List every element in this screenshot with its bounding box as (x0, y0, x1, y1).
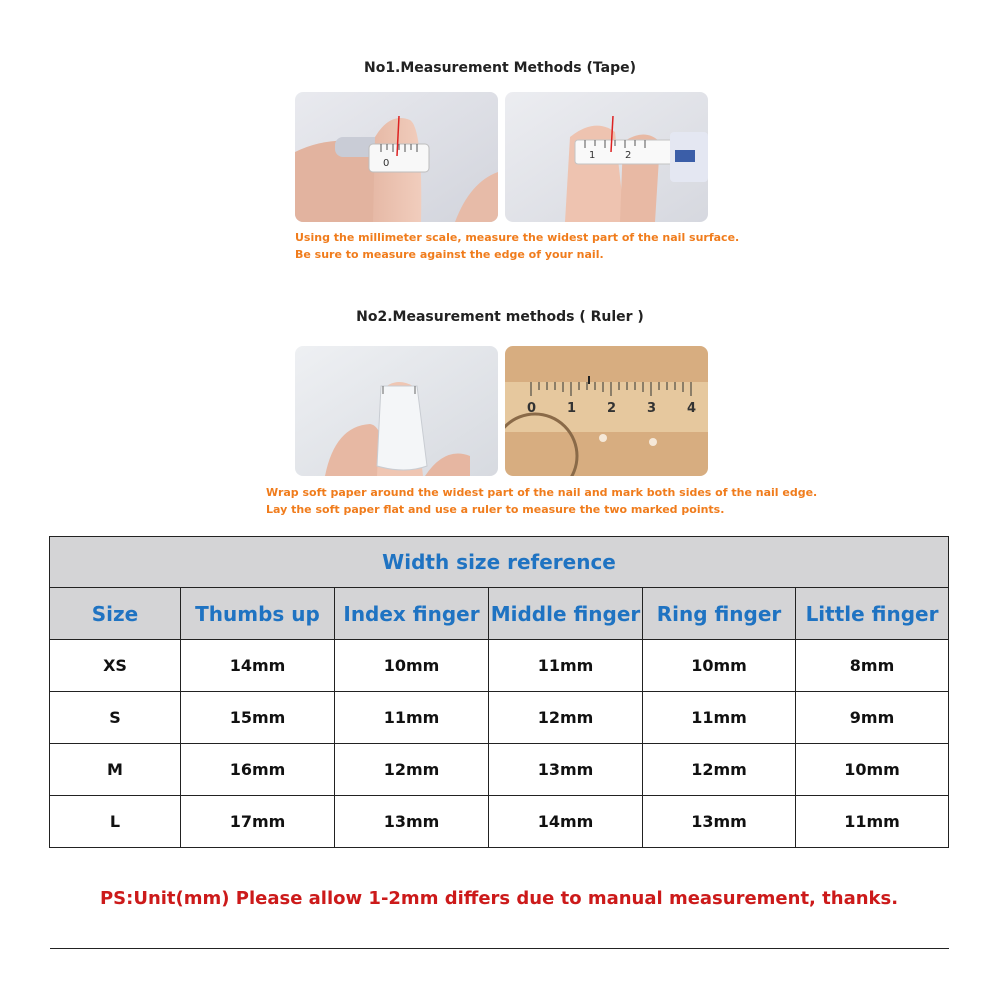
ruler-mark-2: 2 (607, 401, 617, 416)
cell-size: S (50, 692, 181, 744)
table-row (50, 796, 949, 848)
measurement-note: PS:Unit(mm) Please allow 1-2mm differs due to manual measurement, thanks. (50, 848, 949, 949)
cell-middle: 12mm (489, 692, 643, 744)
cell-thumb: 17mm (181, 796, 335, 848)
ruler-mark-0: 0 (527, 401, 537, 416)
cell-little: 10mm (796, 744, 949, 796)
table-row (50, 692, 949, 744)
section1-caption-line-2: Be sure to measure against the edge of your nail. (295, 248, 604, 261)
section2-caption (266, 484, 817, 518)
cell-little: 9mm (796, 692, 949, 744)
ruler-photo-left (295, 346, 498, 476)
cell-size: XS (50, 640, 181, 692)
size-table (49, 536, 949, 949)
tape-photo-right (505, 92, 708, 222)
cell-ring: 11mm (643, 692, 796, 744)
tape-mark-1: 1 (589, 150, 596, 161)
header-little-finger: Little finger (796, 588, 949, 640)
header-index-finger: Index finger (335, 588, 489, 640)
cell-little: 8mm (796, 640, 949, 692)
cell-middle: 14mm (489, 796, 643, 848)
tape-photo-left (295, 92, 498, 222)
section2-caption-line-1: Wrap soft paper around the widest part of the nail and mark both sides of the nail edge. (266, 486, 818, 499)
cell-index: 11mm (335, 692, 489, 744)
size-reference-table (49, 536, 948, 947)
section2-caption-line-2: Lay the soft paper flat and use a ruler to measure the two marked points. (266, 503, 725, 516)
cell-size: M (50, 744, 181, 796)
cell-thumb: 15mm (181, 692, 335, 744)
cell-ring: 10mm (643, 640, 796, 692)
header-middle-finger: Middle finger (489, 588, 643, 640)
section1-caption-line-1: Using the millimeter scale, measure the widest part of the nail surface. (295, 231, 740, 244)
ruler-mark-1: 1 (567, 401, 577, 416)
cell-little: 11mm (796, 796, 949, 848)
cell-index: 13mm (335, 796, 489, 848)
table-row (50, 640, 949, 692)
ruler-mark-3: 3 (647, 401, 657, 416)
section1-title: No1.Measurement Methods (Tape) (363, 60, 637, 76)
paper-wrap-image (295, 346, 498, 476)
table-header-row (50, 588, 949, 640)
header-size: Size (50, 588, 181, 640)
ruler-measure-image (505, 346, 708, 476)
tape-measure-wrap-image (505, 92, 708, 222)
cell-thumb: 14mm (181, 640, 335, 692)
cell-ring: 12mm (643, 744, 796, 796)
cell-thumb: 16mm (181, 744, 335, 796)
header-thumbs-up: Thumbs up (181, 588, 335, 640)
cell-size: L (50, 796, 181, 848)
cell-middle: 11mm (489, 640, 643, 692)
tape-mark-0: 0 (383, 158, 390, 169)
cell-index: 12mm (335, 744, 489, 796)
ruler-mark-4: 4 (687, 401, 697, 416)
table-row (50, 744, 949, 796)
section1-caption (295, 229, 739, 263)
ruler-photo-right (505, 346, 708, 476)
section2-title: No2.Measurement methods ( Ruler ) (356, 309, 644, 325)
cell-index: 10mm (335, 640, 489, 692)
table-title: Width size reference (50, 537, 949, 588)
cell-ring: 13mm (643, 796, 796, 848)
tape-mark-2: 2 (625, 150, 632, 161)
header-ring-finger: Ring finger (643, 588, 796, 640)
cell-middle: 13mm (489, 744, 643, 796)
tape-measure-thumb-image (295, 92, 498, 222)
